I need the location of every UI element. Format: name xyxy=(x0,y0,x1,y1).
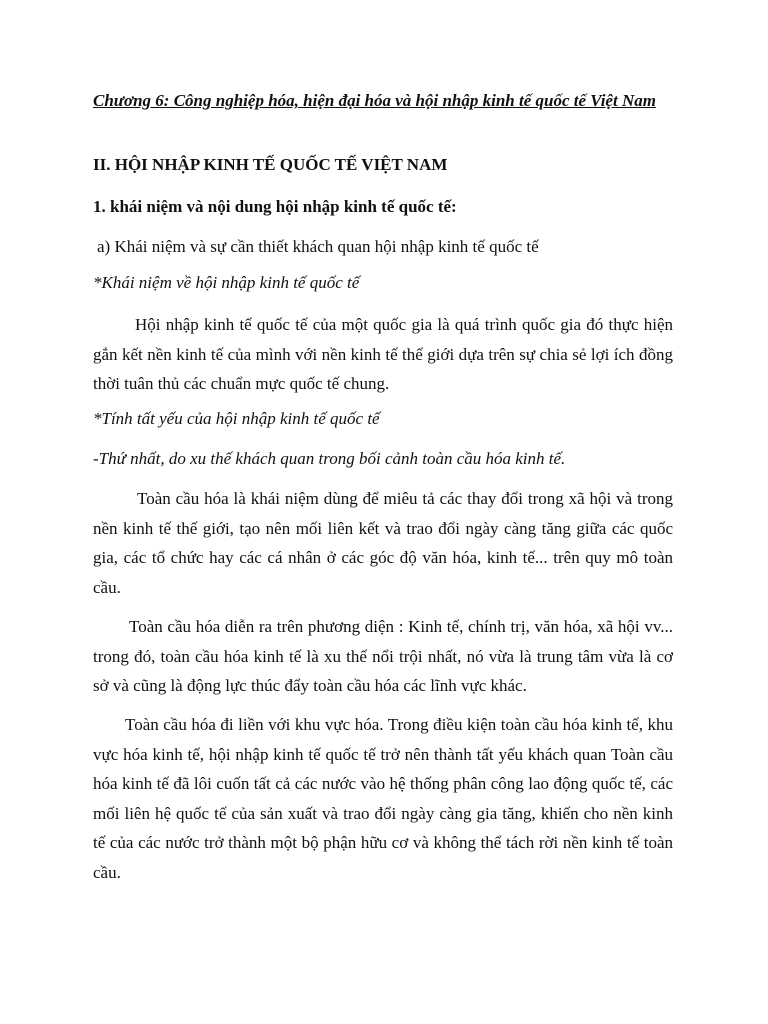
concept-label: *Khái niệm về hội nhập kinh tế quốc tế xyxy=(93,273,360,292)
paragraph-globalization-aspects: Toàn cầu hóa diễn ra trên phương diện : Kinh tế, chính trị, văn hóa, xã hội vv... trong đó, toàn cầu hóa kinh tế là xu thế nổi trội nhất, nó vừa là trung tâm vừa là cơ sở và cũng là động lực thúc đẩy toàn cầu hóa các lĩnh vực khác. xyxy=(93,617,673,695)
section-heading: II. HỘI NHẬP KINH TẾ QUỐC TẾ VIỆT NAM xyxy=(93,155,448,174)
necessity-label: *Tính tất yếu của hội nhập kinh tế quốc tế xyxy=(93,409,380,428)
paragraph-globalization-regionalization: Toàn cầu hóa đi liền với khu vực hóa. Trong điều kiện toàn cầu hóa kinh tế, khu vực hóa kinh tế, hội nhập kinh tế quốc tế trở nên thành tất yếu khách quan Toàn cầu hóa kinh tế đã lôi cuốn tất cả các nước vào hệ thống phân công lao động quốc tế, các mối liên hệ quốc tế của sản xuất và trao đổi ngày càng gia tăng, khiến cho nền kinh tế của các nước trở thành một bộ phận hữu cơ và không thể tách rời nền kinh tế toàn cầu. xyxy=(93,715,673,882)
sub-item-a: a) Khái niệm và sự cần thiết khách quan hội nhập kinh tế quốc tế xyxy=(97,237,539,256)
concept-paragraph: Hội nhập kinh tế quốc tế của một quốc gia là quá trình quốc gia đó thực hiện gắn kết nền kinh tế của mình với nền kinh tế thế giới dựa trên sự chia sẻ lợi ích đồng thời tuân thủ các chuẩn mực quốc tế chung. xyxy=(93,315,673,393)
first-reason: -Thứ nhất, do xu thế khách quan trong bối cảnh toàn cầu hóa kinh tế. xyxy=(93,449,566,468)
paragraph-globalization-definition: Toàn cầu hóa là khái niệm dùng để miêu tả các thay đổi trong xã hội và trong nền kinh tế thế giới, tạo nên mối liên kết và trao đổi ngày càng tăng giữa các quốc gia, các tổ chức hay các cá nhân ở các góc độ văn hóa, kinh tế... trên quy mô toàn cầu. xyxy=(93,489,673,597)
chapter-title: Chương 6: Công nghiệp hóa, hiện đại hóa và hội nhập kinh tế quốc tế Việt Nam xyxy=(93,91,656,110)
subsection-heading: 1. khái niệm và nội dung hội nhập kinh tế quốc tế: xyxy=(93,197,457,216)
